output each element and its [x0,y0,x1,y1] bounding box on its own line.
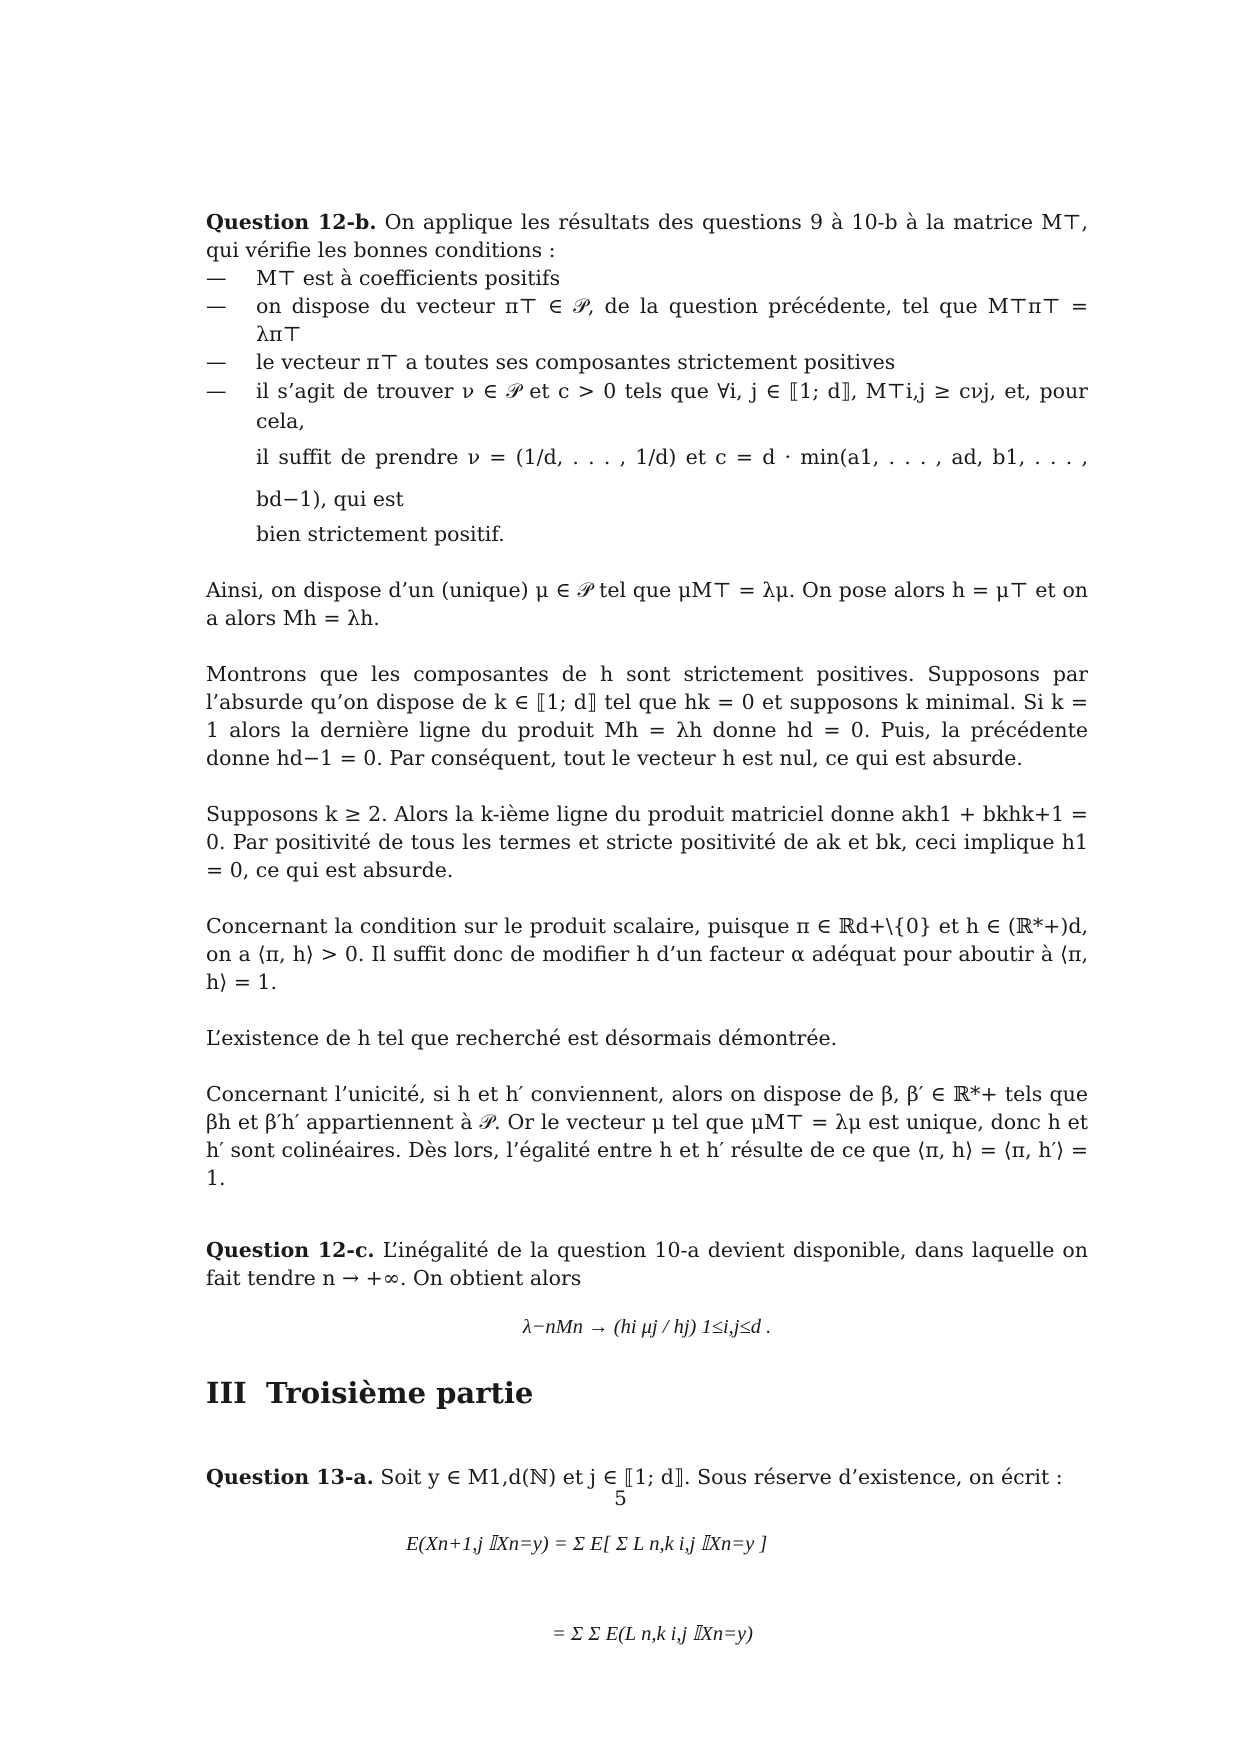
list-item-continuation [256,436,1088,520]
q13a-text: Soit y ∈ M1,d(ℕ) et j ∈ ⟦1; d⟧. Sous réserve d’existence, on écrit : [380,1465,1063,1489]
q12b-paragraph [206,208,1088,264]
list-item: — M⊤ est à coefficients positifs [256,264,1088,292]
list-item: — il s’agit de trouver ν ∈ 𝒫 et c > 0 tels que ∀i, j ∈ ⟦1; d⟧, M⊤i,j ≥ cνj, et, pour cela, [256,376,1088,436]
paragraph-components: Montrons que les composantes de h sont strictement positives. Supposons par l’absurde qu’on dispose de k ∈ ⟦1; d⟧ tel que hk = 0 et supposons k minimal. Si k = 1 alors la dernière ligne du produit Mh = λh donne hd = 0. Puis, la précédente donne hd−1 = 0. Par conséquent, tout le vecteur h est nul, ce qui est absurde. [206,662,1088,770]
list-item-line: bien strictement positif. [256,522,505,546]
list-item: — on dispose du vecteur π⊤ ∈ 𝒫, de la question précédente, tel que M⊤π⊤ = λπ⊤ [256,292,1088,348]
equation-line-2-text: = Σ Σ E(L n,k i,j 𝕀Xn=y) [552,1623,753,1645]
section-number: III [206,1376,247,1410]
q12b-conditions-list [206,264,1088,548]
q13a-label: Question 13-a. [206,1465,374,1489]
formula-text: λ−nMn → (hi μj / hj) 1≤i,j≤d . [522,1316,772,1338]
paragraph-existence: L’existence de h tel que recherché est désormais démontrée. [206,1026,838,1050]
q13a-equation [206,1509,1088,1699]
q12c-paragraph [206,1236,1088,1292]
page-number: 5 [614,1486,627,1510]
paragraph-scalar-product: Concernant la condition sur le produit scalaire, puisque π ∈ ℝd+\{0} et h ∈ (ℝ*+)d, on a ⟨π, h⟩ > 0. Il suffit donc de modifier h d’un facteur α adéquat pour aboutir à ⟨π, h⟩ = 1. [206,914,1088,994]
section-heading [206,1375,1088,1411]
list-item-line: il suffit de prendre ν = (1/d, . . . , 1/d) et c = d · min(a1, . . . , ad, b1, . . . , bd−1), qui est [256,445,1088,511]
section-title: Troisième partie [266,1376,534,1410]
list-item-continuation [256,520,1088,548]
page-body [206,208,1088,1699]
list-item: — le vecteur π⊤ a toutes ses composantes strictement positives [256,348,1088,376]
q12b-intro: On applique les résultats des questions 9 à 10-b à la matrice M⊤, qui vérifie les bonnes conditions : [206,210,1088,262]
paragraph-uniqueness: Concernant l’unicité, si h et h′ conviennent, alors on dispose de β, β′ ∈ ℝ*+ tels que βh et β′h′ appartiennent à 𝒫. Or le vecteur μ tel que μM⊤ = λμ est unique, donc h et h′ sont colinéaires. Dès lors, l’égalité entre h et h′ résulte de ce que ⟨π, h⟩ = ⟨π, h′⟩ = 1. [206,1082,1088,1190]
q12b-label: Question 12-b. [206,210,377,234]
q12c-limit-formula [206,1312,1088,1341]
equation-line-1-text: E(Xn+1,j 𝕀Xn=y) = Σ E[ Σ L n,k i,j 𝕀Xn=y ] [406,1533,768,1555]
q12c-text: L’inégalité de la question 10-a devient disponible, dans laquelle on fait tendre n → +∞. On obtient alors [206,1238,1088,1290]
paragraph-mu: Ainsi, on dispose d’un (unique) μ ∈ 𝒫 tel que μM⊤ = λμ. On pose alors h = μ⊤ et on a alors Mh = λh. [206,578,1088,630]
equation-line-1 [406,1529,767,1558]
paragraph-k-geq-2: Supposons k ≥ 2. Alors la k-ième ligne du produit matriciel donne akh1 + bkhk+1 = 0. Par positivité de tous les termes et stricte positivité de ak et bk, ceci implique h1 = 0, ce qui est absurde. [206,802,1088,882]
equation-line-2 [552,1619,753,1648]
q12c-label: Question 12-c. [206,1238,375,1262]
